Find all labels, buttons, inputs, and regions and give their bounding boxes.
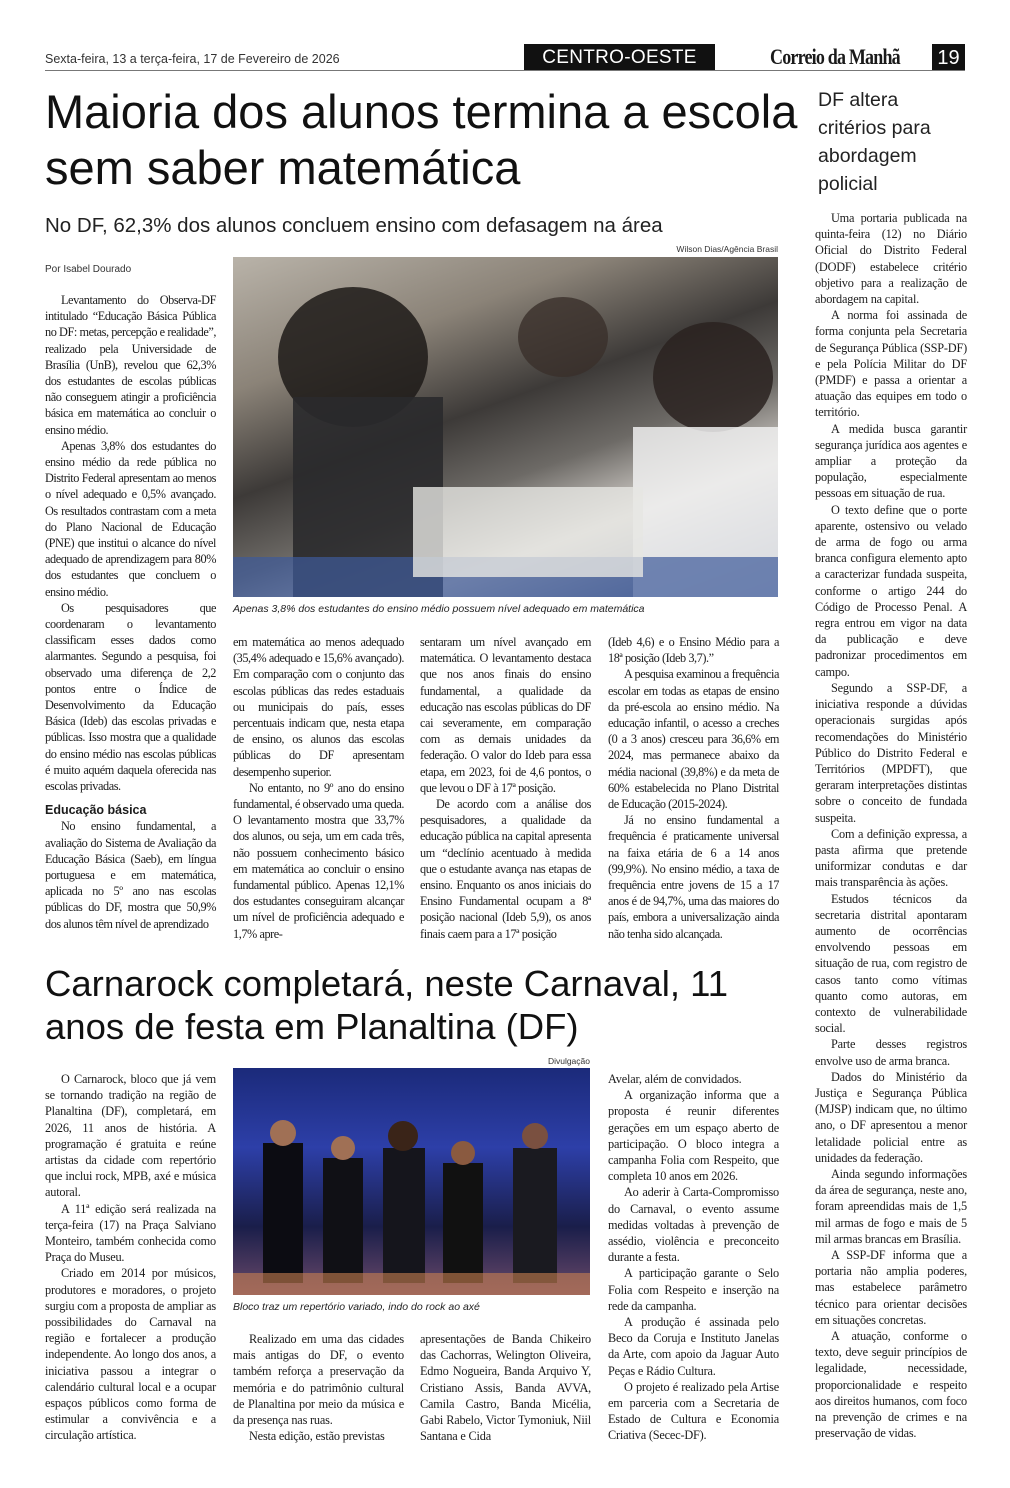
story1-subheadline: No DF, 62,3% dos alunos concluem ensino com defasagem na área	[45, 214, 663, 237]
story1-photo-credit: Wilson Dias/Agência Brasil	[676, 244, 778, 254]
paragraph: A participação garante o Selo Folia com Respeito e inserção na rede da campanha.	[608, 1266, 779, 1313]
story1-column-3	[420, 634, 591, 942]
paragraph: Apenas 3,8% dos estudantes do ensino médio da rede pública no Distrito Federal apresentam ao menos o nível adequado e 0,5% avançado. Os resultados contrastam com a meta do Plano Nacional de Educação (PNE) que institui o alcance do nível adequado de aprendizagem para 80% dos estudantes que concluem o ensino médio.	[45, 438, 216, 599]
paragraph: (Ideb 4,6) e o Ensino Médio para a 18ª posição (Ideb 3,7).”	[608, 635, 779, 666]
sidebar-headline: DF altera critérios para abordagem policial	[818, 89, 931, 195]
paragraph: Realizado em uma das cidades mais antigas do DF, o evento também reforça a preservação da memória e do patrimônio cultural de Planaltina por meio da música e da presença nas ruas.	[233, 1332, 404, 1428]
paragraph: Parte desses registros envolve uso de arma branca.	[815, 1037, 967, 1068]
paragraph: apresentações de Banda Chikeiro das Cachorras, Welington Oliveira, Edmo Nogueira, Banda Arquivo Y, Cristiano Assis, Banda AVVA, Camila Castro, Banda Micélia, Gabi Rabelo, Victor Tymoniuk, Niil Santana e Cida	[420, 1332, 591, 1444]
story2-photo-caption: Bloco traz um repertório variado, indo do rock ao axé	[233, 1301, 480, 1313]
paragraph: De acordo com a análise dos pesquisadores, a qualidade da educação pública na capital apresenta um “declínio acentuado à medida que o estudante avança nas etapas de ensino. Enquanto os anos iniciais do Ensino Fundamental ocupam a 8ª posição nacional (Ideb 5,9), os anos finais caem para a 17ª posição	[420, 797, 591, 941]
paragraph: O Carnarock, bloco que já vem se tornando tradição na região de Planaltina (DF), completará, em 2026, 11 anos de história. A programação é gratuita e reúne artistas da cidade com repertório que inclui rock, MPB, axé e música autoral.	[45, 1072, 216, 1200]
story1-photo-students-exam	[233, 257, 778, 597]
paragraph: A atuação, conforme o texto, deve seguir princípios de legalidade, necessidade, proporcionalidade e respeito aos direitos humanos, com foco na prevenção de crimes e na preservação de vidas.	[815, 1329, 967, 1441]
paragraph: O texto define que o porte aparente, ostensivo ou velado de arma de fogo ou arma branca configura elemento apto a caracterizar fundada suspeita, conforme o artigo 244 do Código de Processo Penal. A regra entrou em vigor na data da publicação e deve padronizar procedimentos em campo.	[815, 502, 967, 679]
band-photo-illustration	[233, 1068, 590, 1295]
paragraph: A SSP-DF informa que a portaria não amplia poderes, mas estabelece parâmetro técnico para orientar decisões em situações concretas.	[815, 1248, 967, 1327]
story1-column-4	[608, 634, 779, 942]
paragraph: A norma foi assinada de forma conjunta pela Secretaria de Segurança Pública (SSP-DF) e pela Polícia Militar do DF (PMDF) e passa a orientar a atuação das equipes em todo o território.	[815, 308, 967, 420]
paragraph: Nesta edição, estão previstas	[249, 1429, 385, 1444]
paragraph: Já no ensino fundamental a frequência é praticamente universal na faixa etária de 6 a 14 anos (99,9%). No ensino médio, a taxa de frequência entre jovens de 15 a 17 anos é de 94,7%, uma das maiores do país, embora a universalização ainda não tenha sido alcançada.	[608, 813, 779, 941]
story1-column-2	[233, 634, 404, 942]
story1-headline: Maioria dos alunos termina a escola sem saber matemática	[45, 85, 798, 194]
story2-column-1	[45, 1071, 216, 1444]
paragraph: No ensino fundamental, a avaliação do Sistema de Avaliação da Educação Básica (Saeb), em língua portuguesa e em matemática, aplicada no 5º ano nas escolas públicas do DF, mostra que 50,9% dos alunos têm nível de aprendizado	[45, 819, 216, 931]
paragraph: A produção é assinada pelo Beco da Coruja e Instituto Janelas da Arte, com apoio da Jaguar Auto Peças e Rádio Cultura.	[608, 1315, 779, 1378]
paragraph: Estudos técnicos da secretaria distrital apontaram aumento de ocorrências envolvendo pessoas em situação de rua, com registro de casos tanto como vítimas quanto como autoras, em contexto de vulnerabilidade social.	[815, 891, 967, 1036]
paragraph: A organização informa que a proposta é reunir diferentes gerações em um espaço aberto de participação. O bloco integra a campanha Folia com Respeito, que completa 10 anos em 2026.	[608, 1088, 779, 1184]
paragraph: Os pesquisadores que coordenaram o levantamento classificam esses dados como alarmantes. Segundo a pesquisa, foi observado uma diferença de 2,2 pontos entre o Índice de Desenvolvimento da Educação Básica (Ideb) das escolas privadas e públicas. Isso mostra que a qualidade do ensino médio nas escolas públicas é muito aquém daquela oferecida nas escolas privadas.	[45, 600, 216, 794]
paragraph: Com a definição expressa, a pasta afirma que pretende uniformizar condutas e dar mais transparência às ações.	[815, 826, 967, 890]
paragraph: Criado em 2014 por músicos, produtores e moradores, o projeto surgiu com a proposta de ampliar as possibilidades do Carnaval na região e fortalecer a produção independente. Ao longo dos anos, a iniciativa passou a integrar o calendário cultural local e a ocupar espaços públicos como forma de estimular a convivência e a circulação artística.	[45, 1266, 216, 1443]
story2-photo-band	[233, 1068, 590, 1295]
paragraph: No entanto, no 9º ano do ensino fundamental, é observado uma queda. O levantamento mostra que 33,7% dos alunos, ou seja, um em cada três, não possuem conhecimento básico em matemática ao concluir o ensino fundamental público. Apenas 12,1% dos estudantes conseguiram alcançar um nível de proficiência adequado e 1,7% apre-	[233, 780, 404, 941]
paragraph: Avelar, além de convidados.	[608, 1072, 742, 1086]
newspaper-logo: Correio da Manhã	[770, 44, 900, 69]
page-number: 19	[932, 44, 965, 71]
paragraph: Levantamento do Observa-DF intitulado “Educação Básica Pública no DF: metas, percepção e realidade”, realizado pela Universidade de Brasília (UnB), revelou que 62,3% dos estudantes de escolas públicas não conseguem atingir a proficiência básica em matemática ao concluir o ensino médio.	[45, 293, 216, 437]
story2-column-3	[420, 1331, 591, 1444]
paragraph: sentaram um nível avançado em matemática. O levantamento destaca que nos anos finais do ensino fundamental, a qualidade da educação nas escolas públicas do DF cai severamente, em comparação com as demais unidades da federação. O valor do Ideb para essa etapa, em 2023, foi de 4,6 pontos, o que levou o DF à 17ª posição.	[420, 635, 591, 795]
story2-column-4	[608, 1071, 779, 1444]
sidebar-column	[815, 210, 967, 1441]
section-label: CENTRO-OESTE	[524, 44, 715, 70]
story1-photo-caption: Apenas 3,8% dos estudantes do ensino médio possuem nível adequado em matemática	[233, 603, 645, 615]
paragraph: Ainda segundo informações da área de segurança, neste ano, foram apreendidas mais de 1,5 mil armas de fogo e mais de 5 mil armas brancas em Brasília.	[815, 1166, 967, 1246]
paragraph: A 11ª edição será realizada na terça-feira (17) na Praça Salviano Monteiro, também conhecida como Praça do Museu.	[45, 1201, 216, 1265]
story1-byline: Por Isabel Dourado	[45, 264, 132, 275]
students-photo-illustration	[233, 257, 778, 597]
paragraph: Dados do Ministério da Justiça e Segurança Pública (MJSP) indicam que, no último ano, o DF apresentou a menor letalidade policial entre as unidades da federação.	[815, 1069, 967, 1165]
paragraph: em matemática ao menos adequado (35,4% adequado e 15,6% avançado). Em comparação com o conjunto das escolas públicas das redes estaduais ou municipais do país, esses percentuais indicam que, nesta etapa de ensino, os alunos das escolas públicas do DF apresentam desempenho superior.	[233, 635, 404, 779]
edition-date: Sexta-feira, 13 a terça-feira, 17 de Fevereiro de 2026	[45, 52, 340, 66]
paragraph: A medida busca garantir segurança jurídica aos agentes e ampliar a proteção da população, especialmente pessoas em situação de rua.	[815, 421, 967, 501]
paragraph: Uma portaria publicada na quinta-feira (12) no Diário Oficial do Distrito Federal (DODF) estabelece critério objetivo para a realização de abordagem na capital.	[815, 211, 967, 307]
header-divider	[45, 70, 965, 71]
paragraph: Segundo a SSP-DF, a iniciativa responde a dúvidas operacionais surgidas após recomendações do Ministério Público do Distrito Federal e Territórios (MPDFT), que geraram interpretações distintas sobre o conceito de fundada suspeita.	[815, 680, 967, 825]
paragraph: Ao aderir à Carta-Compromisso do Carnaval, o evento assume medidas voltadas à prevenção de assédio, violência e preconceito durante a festa.	[608, 1185, 779, 1265]
story2-headline: Carnarock completará, neste Carnaval, 11 anos de festa em Planaltina (DF)	[45, 963, 729, 1047]
paragraph: A pesquisa examinou a frequência escolar em todas as etapas de ensino da pré-escola ao ensino médio. Na educação infantil, o acesso a creches (0 a 3 anos) cresceu para 36,6% em 2024, mas permanece abaixo da média nacional (39,8%) e da meta de 60% estabelecida no Plano Distrital de Educação (2015-2024).	[608, 667, 779, 812]
paragraph: O projeto é realizado pela Artise em parceria com a Secretaria de Estado de Cultura e Economia Criativa (Secec-DF).	[608, 1379, 779, 1443]
story1-column-1	[45, 292, 216, 932]
story2-column-2	[233, 1331, 404, 1444]
story2-photo-credit: Divulgação	[547, 1056, 590, 1066]
story1-subhead: Educação básica	[45, 803, 147, 818]
